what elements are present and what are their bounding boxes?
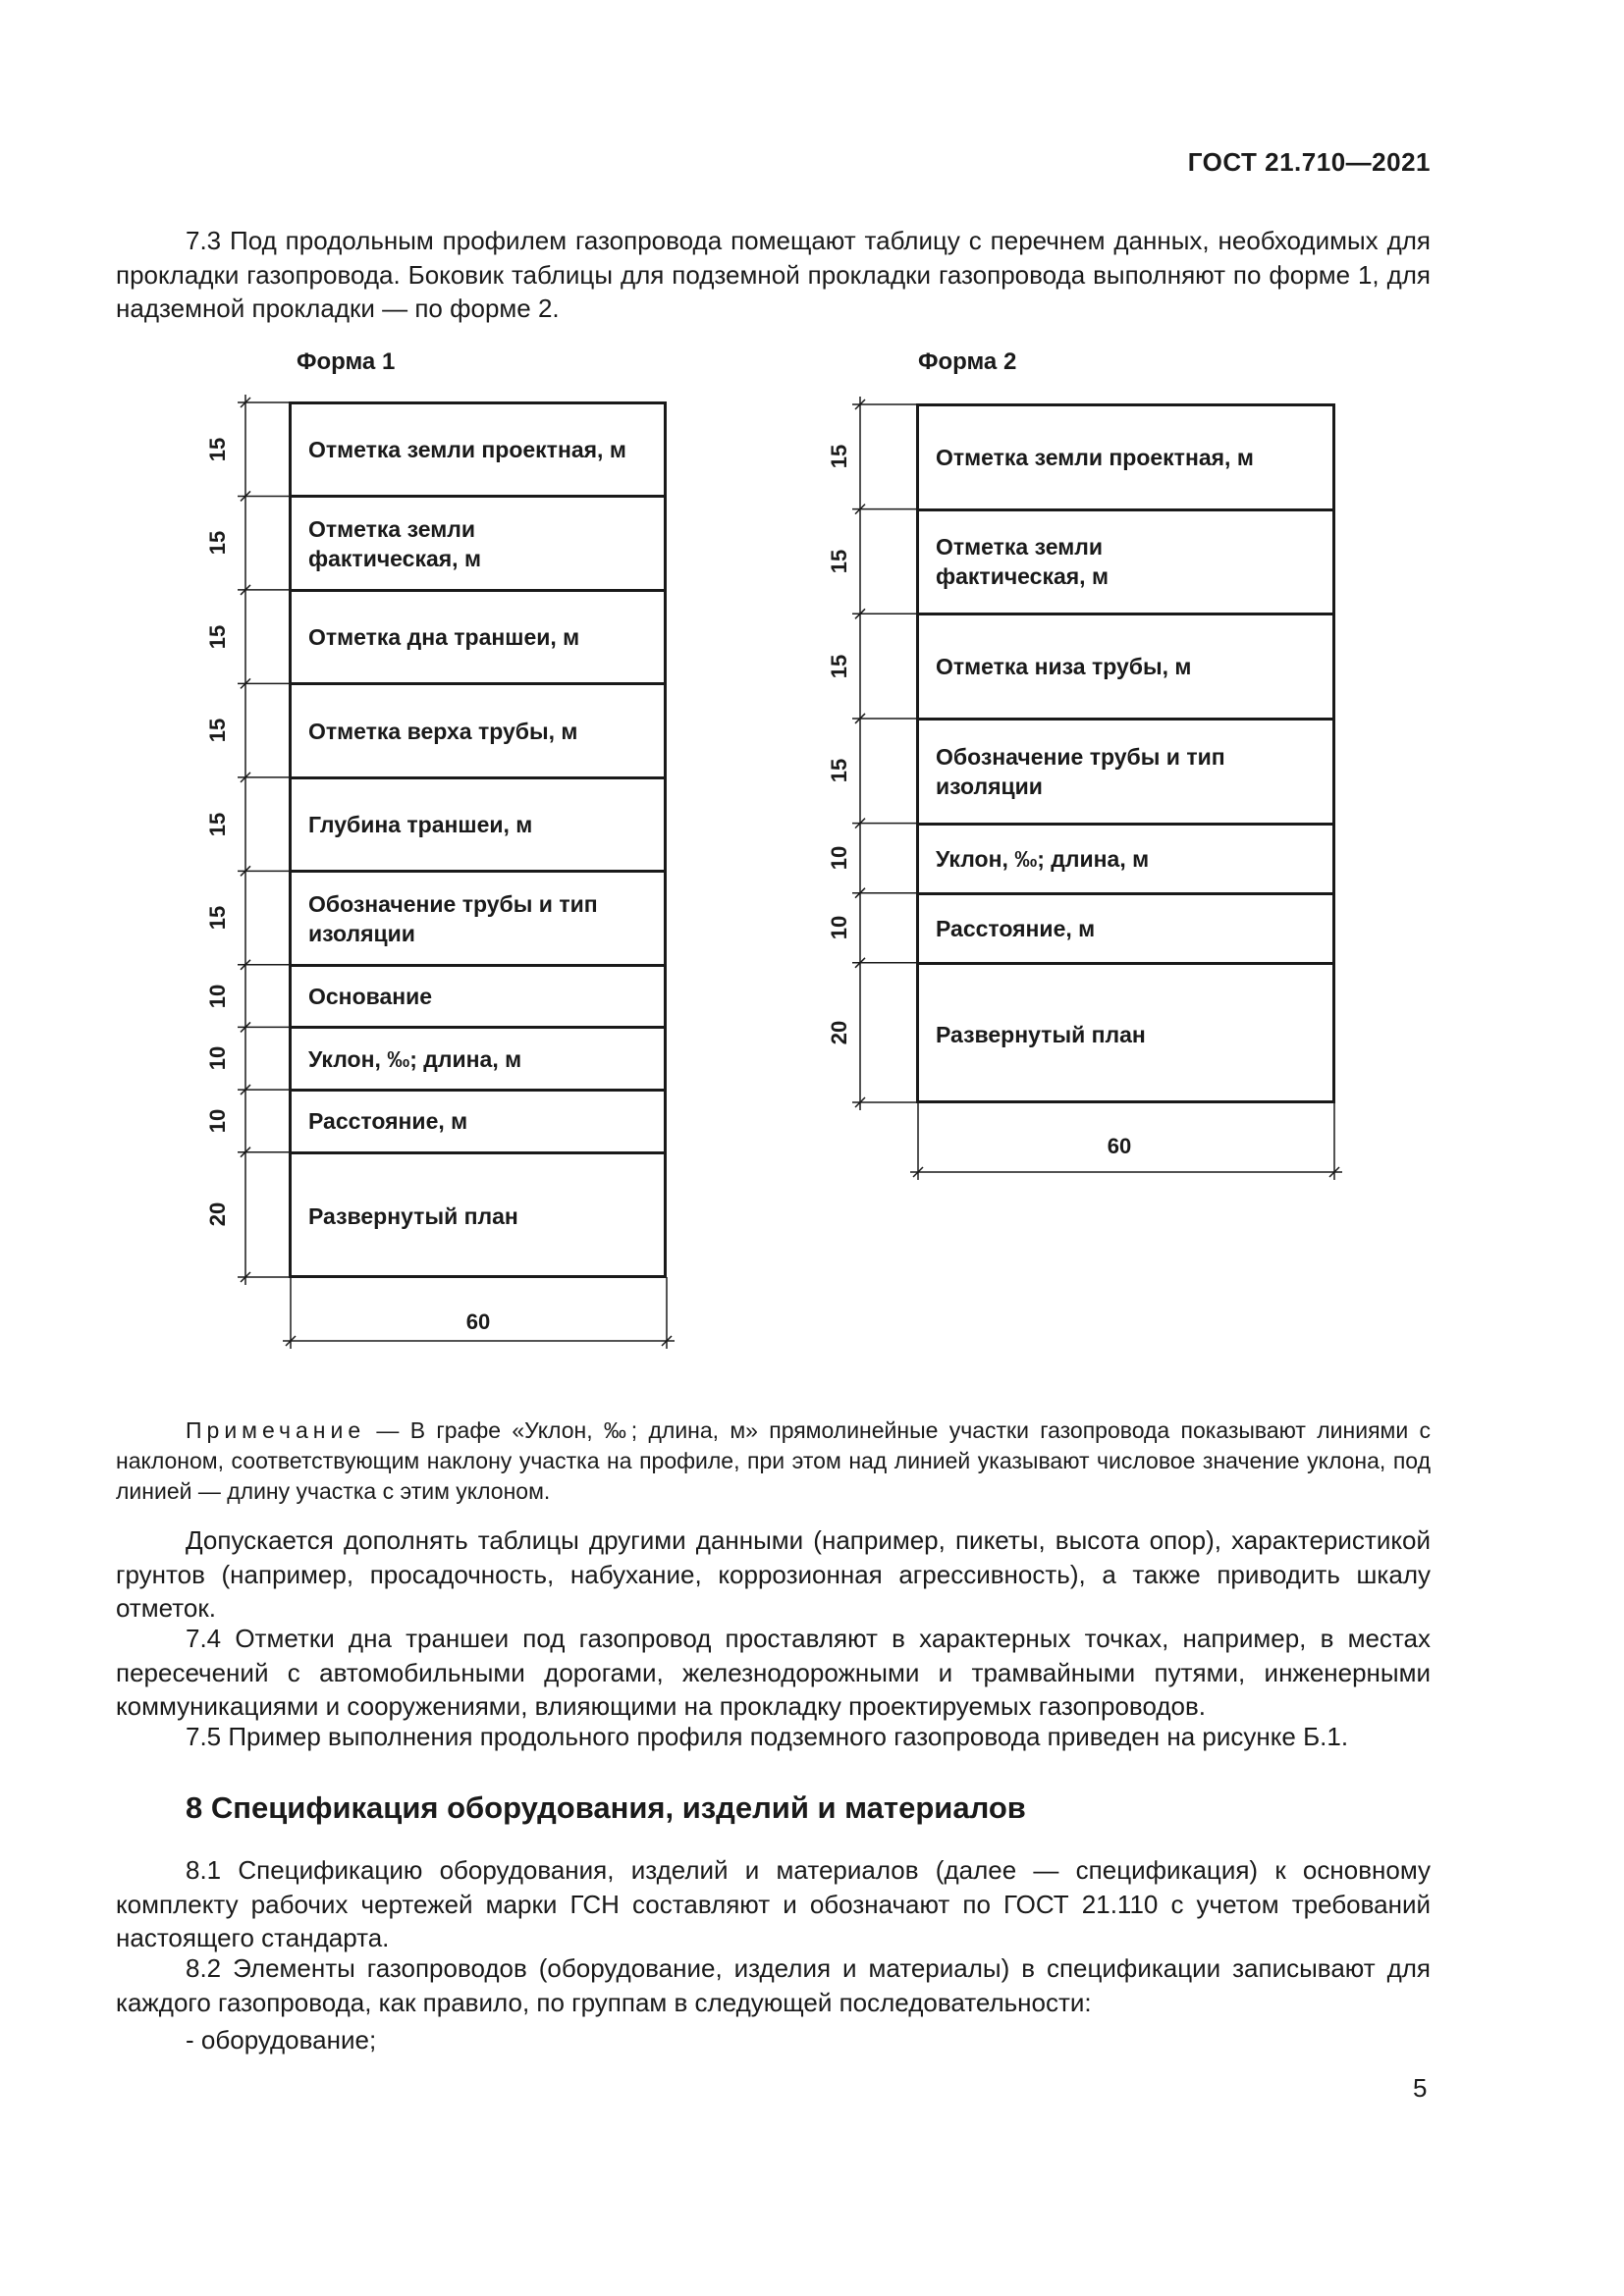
row-label: Основание xyxy=(308,984,433,1010)
paragraph-7-4: 7.4 Отметки дна траншеи под газопровод проставляют в характерных точках, например, в местах пересечений с автомобильными дорогами, железнодорожными и трамвайными путями, инженерными коммуникациями и сооружениями, влияющими на прокладку проектируемых газопроводов. xyxy=(116,1624,1431,1721)
form1-width-dim: 60 xyxy=(465,1309,491,1334)
form1-row xyxy=(292,1154,664,1279)
row-label: Обозначение трубы и тип изоляции xyxy=(936,743,1225,799)
form2-width-dim: 60 xyxy=(1107,1134,1132,1158)
standard-number: ГОСТ 21.710—2021 xyxy=(1187,147,1431,177)
row-label: Глубина траншеи, м xyxy=(308,812,533,838)
form2-dim-label: 10 xyxy=(827,845,851,871)
row-label: Уклон, ‰; длина, м xyxy=(936,845,1150,872)
form1-row xyxy=(292,685,664,778)
form1-table xyxy=(289,401,667,1278)
form2-row xyxy=(919,965,1332,1104)
form1-dim-label: 10 xyxy=(205,1046,230,1071)
row-label: Обозначение трубы и тип изоляции xyxy=(308,890,598,946)
form1-row xyxy=(292,404,664,498)
note-label: Примечание xyxy=(186,1417,366,1443)
paragraph-8-2: 8.2 Элементы газопроводов (оборудование, изделия и материалы) в спецификации записывают для каждого газопровода, как правило, по группам в следующей последовательности: xyxy=(116,1953,1431,2017)
row-label: Развернутый план xyxy=(308,1203,518,1230)
row-label: Отметка дна траншеи, м xyxy=(308,624,580,651)
form2-dim-label: 20 xyxy=(827,1020,851,1045)
form2-dim-label: 15 xyxy=(827,759,851,783)
form1-title: Форма 1 xyxy=(297,348,396,375)
form2-table xyxy=(916,403,1335,1103)
row-label: Отметка земли фактическая, м xyxy=(308,515,481,571)
row-label: Отметка земли проектная, м xyxy=(936,444,1254,470)
form1-row xyxy=(292,967,664,1030)
form1-dim-label: 15 xyxy=(205,718,230,743)
paragraph-7-5: 7.5 Пример выполнения продольного профиля подземного газопровода приведен на рисунке Б.1. xyxy=(186,1722,1349,1751)
form1-dim-label: 15 xyxy=(205,812,230,836)
form2-row xyxy=(919,406,1332,511)
list-item-equipment: - оборудование; xyxy=(186,2025,377,2055)
form1-row xyxy=(292,592,664,685)
row-label: Уклон, ‰; длина, м xyxy=(308,1045,522,1072)
note-paragraph xyxy=(116,1415,1431,1507)
form1-dim-label: 15 xyxy=(205,905,230,931)
row-label: Отметка земли фактическая, м xyxy=(936,534,1109,590)
form1-dim-label: 15 xyxy=(205,530,230,556)
intro-paragraph: 7.3 Под продольным профилем газопровода помещают таблицу с перечнем данных, необходимых для прокладки газопровода. Боковик таблицы для подземной прокладки газопровода выполняют по форме 1, для надземной прокладки — по форме 2. xyxy=(116,226,1431,323)
section-8-heading: 8 Спецификация оборудования, изделий и материалов xyxy=(186,1790,1026,1825)
form2-title: Форма 2 xyxy=(918,348,1017,375)
form1-dim-label: 10 xyxy=(205,984,230,1008)
form1-dim-label: 10 xyxy=(205,1108,230,1134)
form2-row xyxy=(919,895,1332,965)
form1-row xyxy=(292,1092,664,1154)
paragraph-allow: Допускается дополнять таблицы другими данными (например, пикеты, высота опор), характеристикой грунтов (например, просадочность, набухание, коррозионная агрессивность), а также приводить шкалу отметок. xyxy=(116,1525,1431,1623)
form2-row xyxy=(919,511,1332,616)
paragraph-8-1: 8.1 Спецификацию оборудования, изделий и материалов (далее — спецификация) к основному комплекту рабочих чертежей марки ГСН составляют и обозначают по ГОСТ 21.110 с учетом требований настоящего стандарта. xyxy=(116,1855,1431,1952)
form1-dim-label: 15 xyxy=(205,437,230,461)
form2-row xyxy=(919,721,1332,826)
row-label: Отметка низа трубы, м xyxy=(936,654,1192,680)
form2-row xyxy=(919,826,1332,895)
form1-row xyxy=(292,1029,664,1092)
form1-row xyxy=(292,779,664,873)
row-label: Отметка земли проектная, м xyxy=(308,437,626,463)
form1-row xyxy=(292,873,664,966)
row-label: Отметка верха трубы, м xyxy=(308,718,578,744)
row-label: Расстояние, м xyxy=(936,915,1096,941)
form1-row xyxy=(292,498,664,591)
form2-dim-label: 15 xyxy=(827,654,851,678)
row-label: Расстояние, м xyxy=(308,1108,468,1135)
note-text: — В графе «Уклон, ‰; длина, м» прямолинейные участки газопровода показывают линиями с наклоном, соответствующим наклону участка на профиле, при этом над линией указывают числовое значение уклона, под линией — длину участка с этим уклоном. xyxy=(116,1417,1431,1504)
form2-dim-label: 15 xyxy=(827,445,851,469)
row-label: Развернутый план xyxy=(936,1021,1146,1047)
form2-row xyxy=(919,615,1332,721)
form2-dim-label: 15 xyxy=(827,549,851,574)
form1-dim-label: 15 xyxy=(205,624,230,649)
form1-dim-label: 20 xyxy=(205,1202,230,1227)
form2-dim-label: 10 xyxy=(827,916,851,940)
page-number: 5 xyxy=(1413,2073,1428,2103)
